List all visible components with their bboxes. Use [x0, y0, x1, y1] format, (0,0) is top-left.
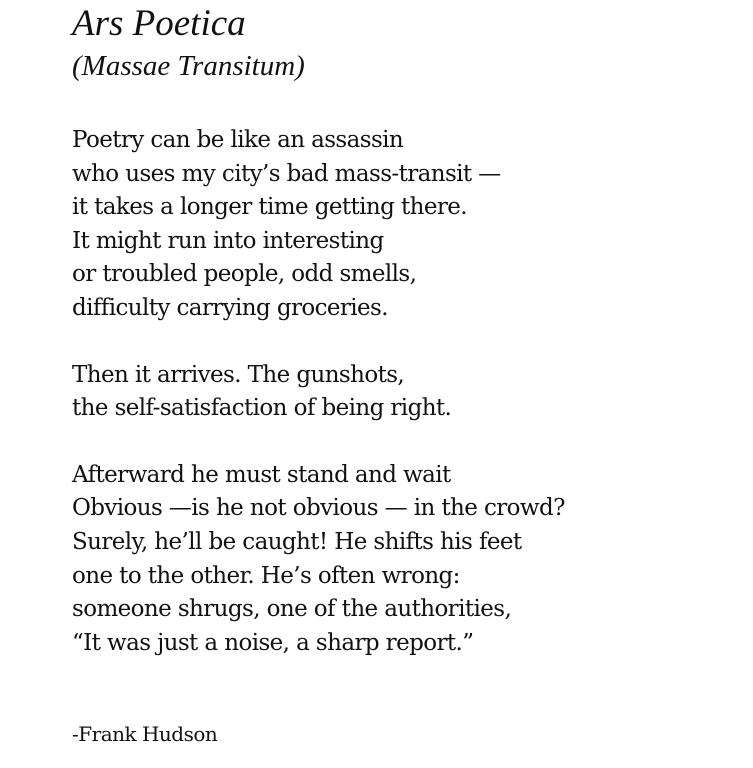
- stanza-3: [72, 459, 742, 661]
- poem-line: “It was just a noise, a sharp report.”: [72, 629, 474, 656]
- poem-author: -Frank Hudson: [72, 722, 218, 746]
- poem-line: who uses my city’s bad mass-transit —: [72, 160, 501, 187]
- poem-line: Surely, he’ll be caught! He shifts his feet: [72, 528, 522, 555]
- poem-line: Then it arrives. The gunshots,: [72, 361, 405, 388]
- poem-line: Afterward he must stand and wait: [72, 461, 451, 488]
- poem-line: the self-satisfaction of being right.: [72, 395, 452, 422]
- poem-line: or troubled people, odd smells,: [72, 261, 417, 288]
- poem-page: [72, 0, 742, 660]
- poem-title: Ars Poetica: [72, 3, 246, 44]
- poem-line: it takes a longer time getting there.: [72, 194, 467, 221]
- poem-line: someone shrugs, one of the authorities,: [72, 596, 512, 623]
- stanza-1: [72, 124, 742, 326]
- poem-subtitle: (Massae Transitum): [72, 50, 305, 82]
- poem-line: one to the other. He’s often wrong:: [72, 562, 460, 589]
- poem-line: It might run into interesting: [72, 227, 384, 254]
- poem-line: Obvious —is he not obvious — in the crowd?: [72, 495, 565, 522]
- poem-line: Poetry can be like an assassin: [72, 127, 404, 153]
- stanza-2: [72, 359, 742, 426]
- poem-line: difficulty carrying groceries.: [72, 294, 388, 321]
